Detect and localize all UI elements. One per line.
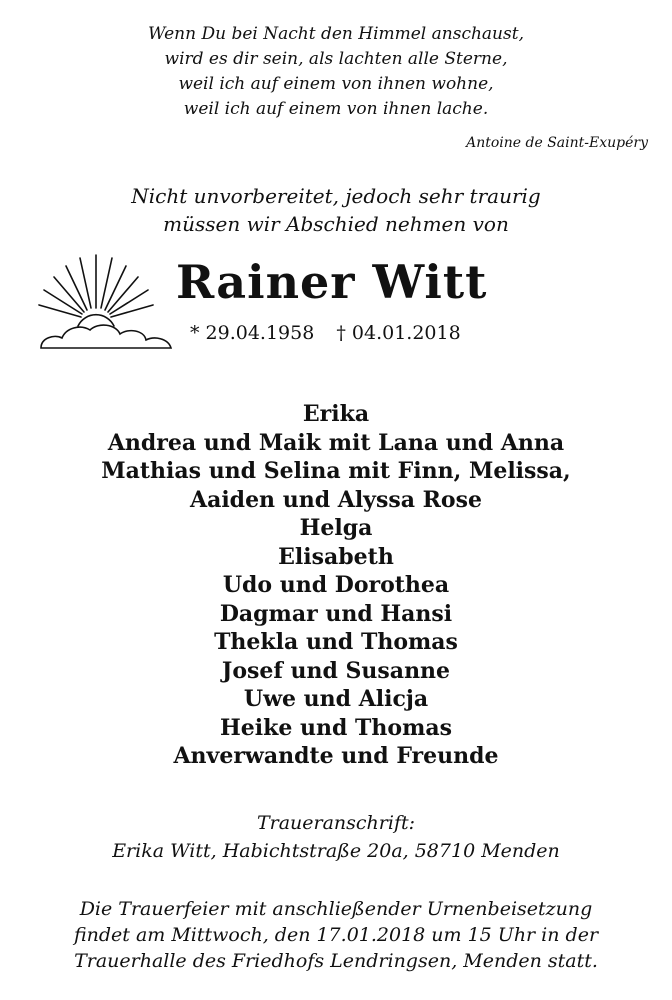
family-member: Erika	[302, 401, 370, 427]
poem	[0, 22, 672, 122]
family-list	[0, 400, 672, 771]
family-member: Helga	[299, 515, 373, 541]
poem-author: Antoine de Saint-Exupéry	[466, 135, 648, 151]
family-member: Mathias und Selina mit Finn, Melissa,	[101, 458, 571, 484]
intro-line: Nicht unvorbereitet, jedoch sehr traurig	[131, 184, 541, 208]
poem-line: weil ich auf einem von ihnen wohne,	[178, 74, 494, 94]
family-member: Anverwandte und Freunde	[173, 743, 499, 769]
ceremony-info	[0, 896, 672, 974]
family-member: Uwe und Alicja	[243, 686, 429, 712]
family-member: Thekla und Thomas	[214, 629, 458, 655]
sunrise-icon	[36, 250, 186, 360]
intro-line: müssen wir Abschied nehmen von	[163, 212, 509, 236]
death-date: † 04.01.2018	[336, 322, 461, 344]
ceremony-line: findet am Mittwoch, den 17.01.2018 um 15 Uhr in der	[73, 924, 599, 946]
family-member: Josef und Susanne	[221, 657, 451, 684]
life-dates	[190, 322, 477, 344]
family-member: Andrea und Maik mit Lana und Anna	[107, 429, 565, 456]
deceased-name: Rainer Witt	[176, 255, 488, 309]
family-member: Heike und Thomas	[219, 714, 453, 741]
ceremony-line: Die Trauerfeier mit anschließender Urnenbeisetzung	[79, 898, 593, 920]
poem-line: weil ich auf einem von ihnen lache.	[183, 99, 489, 119]
poem-line: wird es dir sein, als lachten alle Sterne,	[164, 49, 508, 69]
birth-date: * 29.04.1958	[190, 322, 315, 344]
ceremony-line: Trauerhalle des Friedhofs Lendringsen, Menden statt.	[74, 950, 598, 972]
family-member: Udo und Dorothea	[222, 572, 450, 598]
address-line: Erika Witt, Habichtstraße 20a, 58710 Menden	[112, 840, 560, 862]
family-member: Aaiden und Alyssa Rose	[190, 486, 482, 513]
address-label: Traueranschrift:	[256, 812, 416, 834]
family-member: Elisabeth	[278, 543, 394, 570]
poem-line: Wenn Du bei Nacht den Himmel anschaust,	[148, 24, 524, 44]
family-member: Dagmar und Hansi	[219, 600, 453, 627]
intro-text	[0, 182, 672, 238]
